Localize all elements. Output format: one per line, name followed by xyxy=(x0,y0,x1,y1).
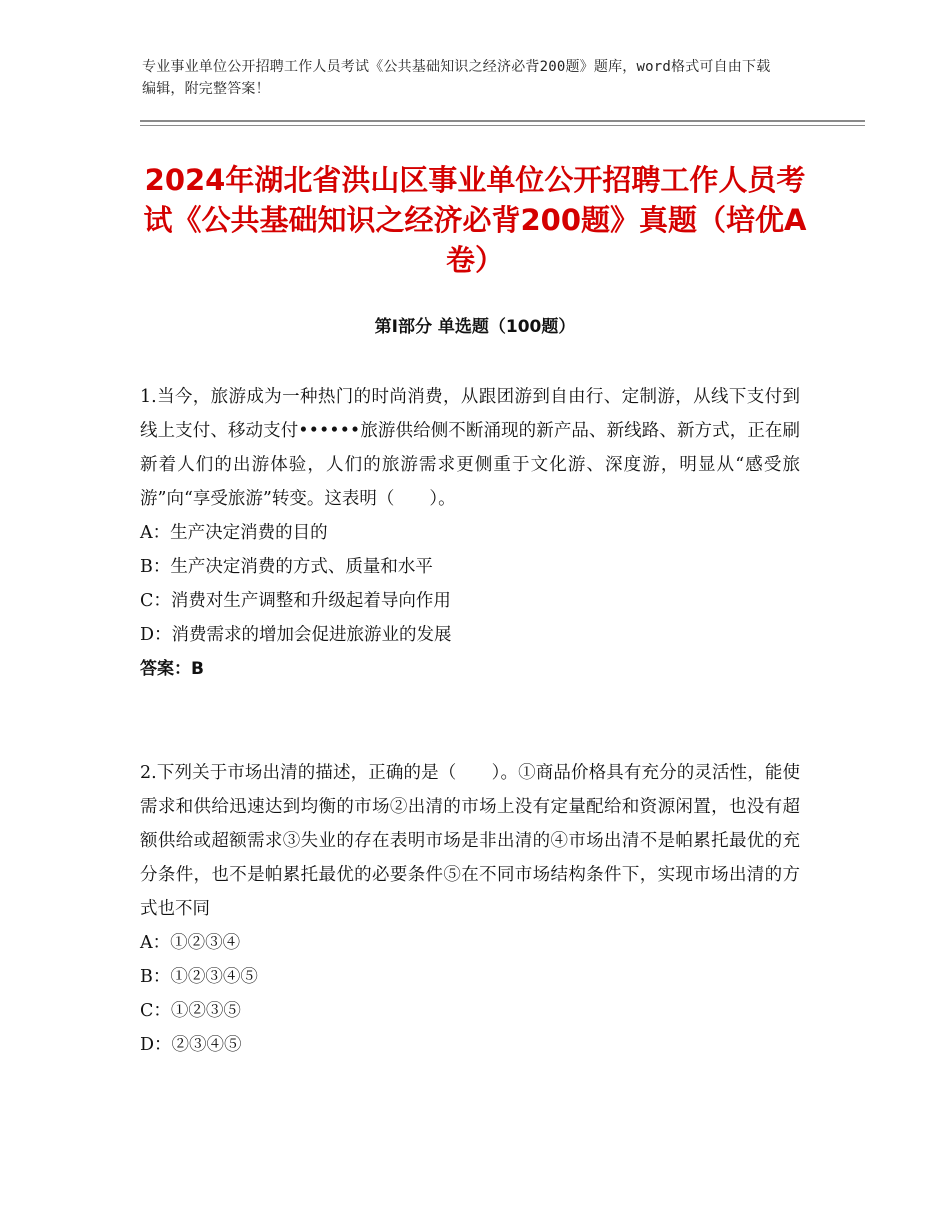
option-d: D：消费需求的增加会促进旅游业的发展 xyxy=(140,625,452,645)
question-stem: 1.当今，旅游成为一种热门的时尚消费，从跟团游到自由行、定制游，从线下支付到线上支付、移动支付••••••旅游供给侧不断涌现的新产品、新线路、新方式，正在刷新着人们的出游体验，人们的旅游需求更侧重于文化游、深度游，明显从“感受旅游”向“享受旅游”转变。这表明（ ）。 xyxy=(140,387,800,509)
part-heading: 第Ⅰ部分 单选题（100题） xyxy=(374,317,576,337)
header-divider-thick xyxy=(140,120,865,122)
document-title: 2024年湖北省洪山区事业单位公开招聘工作人员考试《公共基础知识之经济必背200题》真题（培优A卷） xyxy=(143,163,807,277)
option-b: B：生产决定消费的方式、质量和水平 xyxy=(140,557,433,577)
option-a: A：①②③④ xyxy=(140,933,241,953)
option-c: C：①②③⑤ xyxy=(140,1001,241,1021)
option-b: B：①②③④⑤ xyxy=(140,967,258,987)
header-note: 专业事业单位公开招聘工作人员考试《公共基础知识之经济必背200题》题库，word格式可自由下载编辑，附完整答案！ xyxy=(142,59,771,97)
option-c: C：消费对生产调整和升级起着导向作用 xyxy=(140,591,451,611)
question-stem: 2.下列关于市场出清的描述，正确的是（ ）。①商品价格具有充分的灵活性，能使需求和供给迅速达到均衡的市场②出清的市场上没有定量配给和资源闲置，也没有超额供给或超额需求③失业的存在表明市场是非出清的④市场出清不是帕累托最优的充分条件，也不是帕累托最优的必要条件⑤在不同市场结构条件下，实现市场出清的方式也不同 xyxy=(140,763,800,919)
option-a: A：生产决定消费的目的 xyxy=(140,523,328,543)
option-d: D：②③④⑤ xyxy=(140,1035,242,1055)
header-divider-thin xyxy=(140,125,865,126)
question-2 xyxy=(140,756,800,1062)
question-1 xyxy=(140,380,800,686)
answer: 答案：B xyxy=(140,659,204,679)
